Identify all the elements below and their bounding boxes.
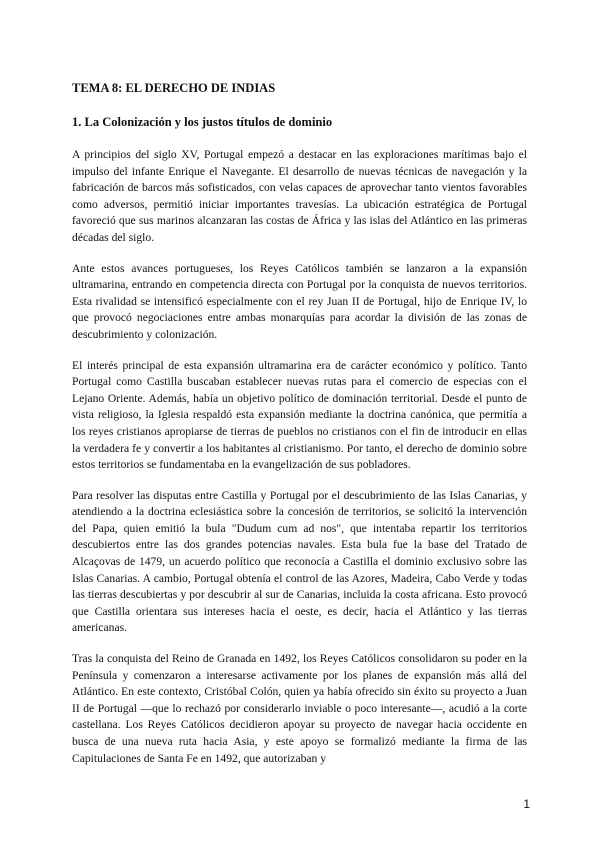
- paragraph-3: El interés principal de esta expansión ultramarina era de carácter económico y político. Tanto Portugal como Castilla buscaban establecer nuevas rutas para el comercio de especias con el Lejano Oriente. Además, había un objetivo político de dominación territorial. Desde el punto de vista religioso, la Iglesia respaldó esta expansión mediante la doctrina canónica, que permitía a los reyes cristianos apropiarse de tierras de pueblos no cristianos con el fin de introducir en ellas la verdadera fe y convertir a los habitantes al cristianismo. Por tanto, el derecho de dominio sobre estos territorios se fundamentaba en la evangelización de sus pobladores.: [72, 358, 527, 472]
- paragraph-5: Tras la conquista del Reino de Granada en 1492, los Reyes Católicos consolidaron su poder en la Península y comenzaron a interesarse activamente por los planes de expansión más allá del Atlántico. En este contexto, Cristóbal Colón, quien ya había ofrecido sin éxito su proyecto a Juan II de Portugal —que lo rechazó por considerarlo inviable o poco interesante—, acudió a la corte castellana. Los Reyes Católicos decidieron apoyar su proyecto de navegar hacia occidente en busca de una nueva ruta hacia Asia, y este apoyo se formalizó mediante la firma de las Capitulaciones de Santa Fe en 1492, que autorizaban y: [72, 652, 527, 765]
- paragraph-1: A principios del siglo XV, Portugal empezó a destacar en las exploraciones marítimas bajo el impulso del infante Enrique el Navegante. El desarrollo de nuevas técnicas de navegación y la fabricación de barcos más sofisticados, con velas capaces de aprovechar tanto vientos favorables como adversos, permitió iniciar importantes travesías. La ubicación estratégica de Portugal favoreció que sus marinos alcanzaran las costas de África y las islas del Atlántico en las primeras décadas del siglo.: [72, 148, 527, 244]
- section-heading: 1. La Colonización y los justos títulos de dominio: [72, 115, 333, 129]
- document-body: [72, 80, 527, 781]
- page-number: 1: [523, 797, 530, 811]
- paragraph-4: Para resolver las disputas entre Castilla y Portugal por el descubrimiento de las Islas Canarias, y atendiendo a la doctrina eclesiástica sobre la concesión de territorios, se solicitó la intervención del Papa, quien emitió la bula "Dudum cum ad nos", que intentaba repartir los territorios descubiertos entre las dos grandes potencias navales. Esta bula fue la base del Tratado de Alcaçovas de 1479, un acuerdo político que reconocía a Castilla el dominio exclusivo sobre las Islas Canarias. A cambio, Portugal obtenía el control de las Azores, Madeira, Cabo Verde y todas las tierras descubiertas y por descubrir al sur de Canarias, incluida la costa africana. Esto provocó que Castilla orientara sus intereses hacia el oeste, es decir, hacia el Atlántico y las tierras americanas.: [72, 488, 527, 635]
- paragraph-2: Ante estos avances portugueses, los Reyes Católicos también se lanzaron a la expansión ultramarina, entrando en competencia directa con Portugal por la conquista de nuevos territorios. Esta rivalidad se intensificó especialmente con el rey Juan II de Portugal, hijo de Enrique IV, lo que provocó negociaciones entre ambas monarquías para acordar la división de las zonas de descubrimiento y colonización.: [72, 261, 527, 341]
- document-title: TEMA 8: EL DERECHO DE INDIAS: [72, 81, 276, 95]
